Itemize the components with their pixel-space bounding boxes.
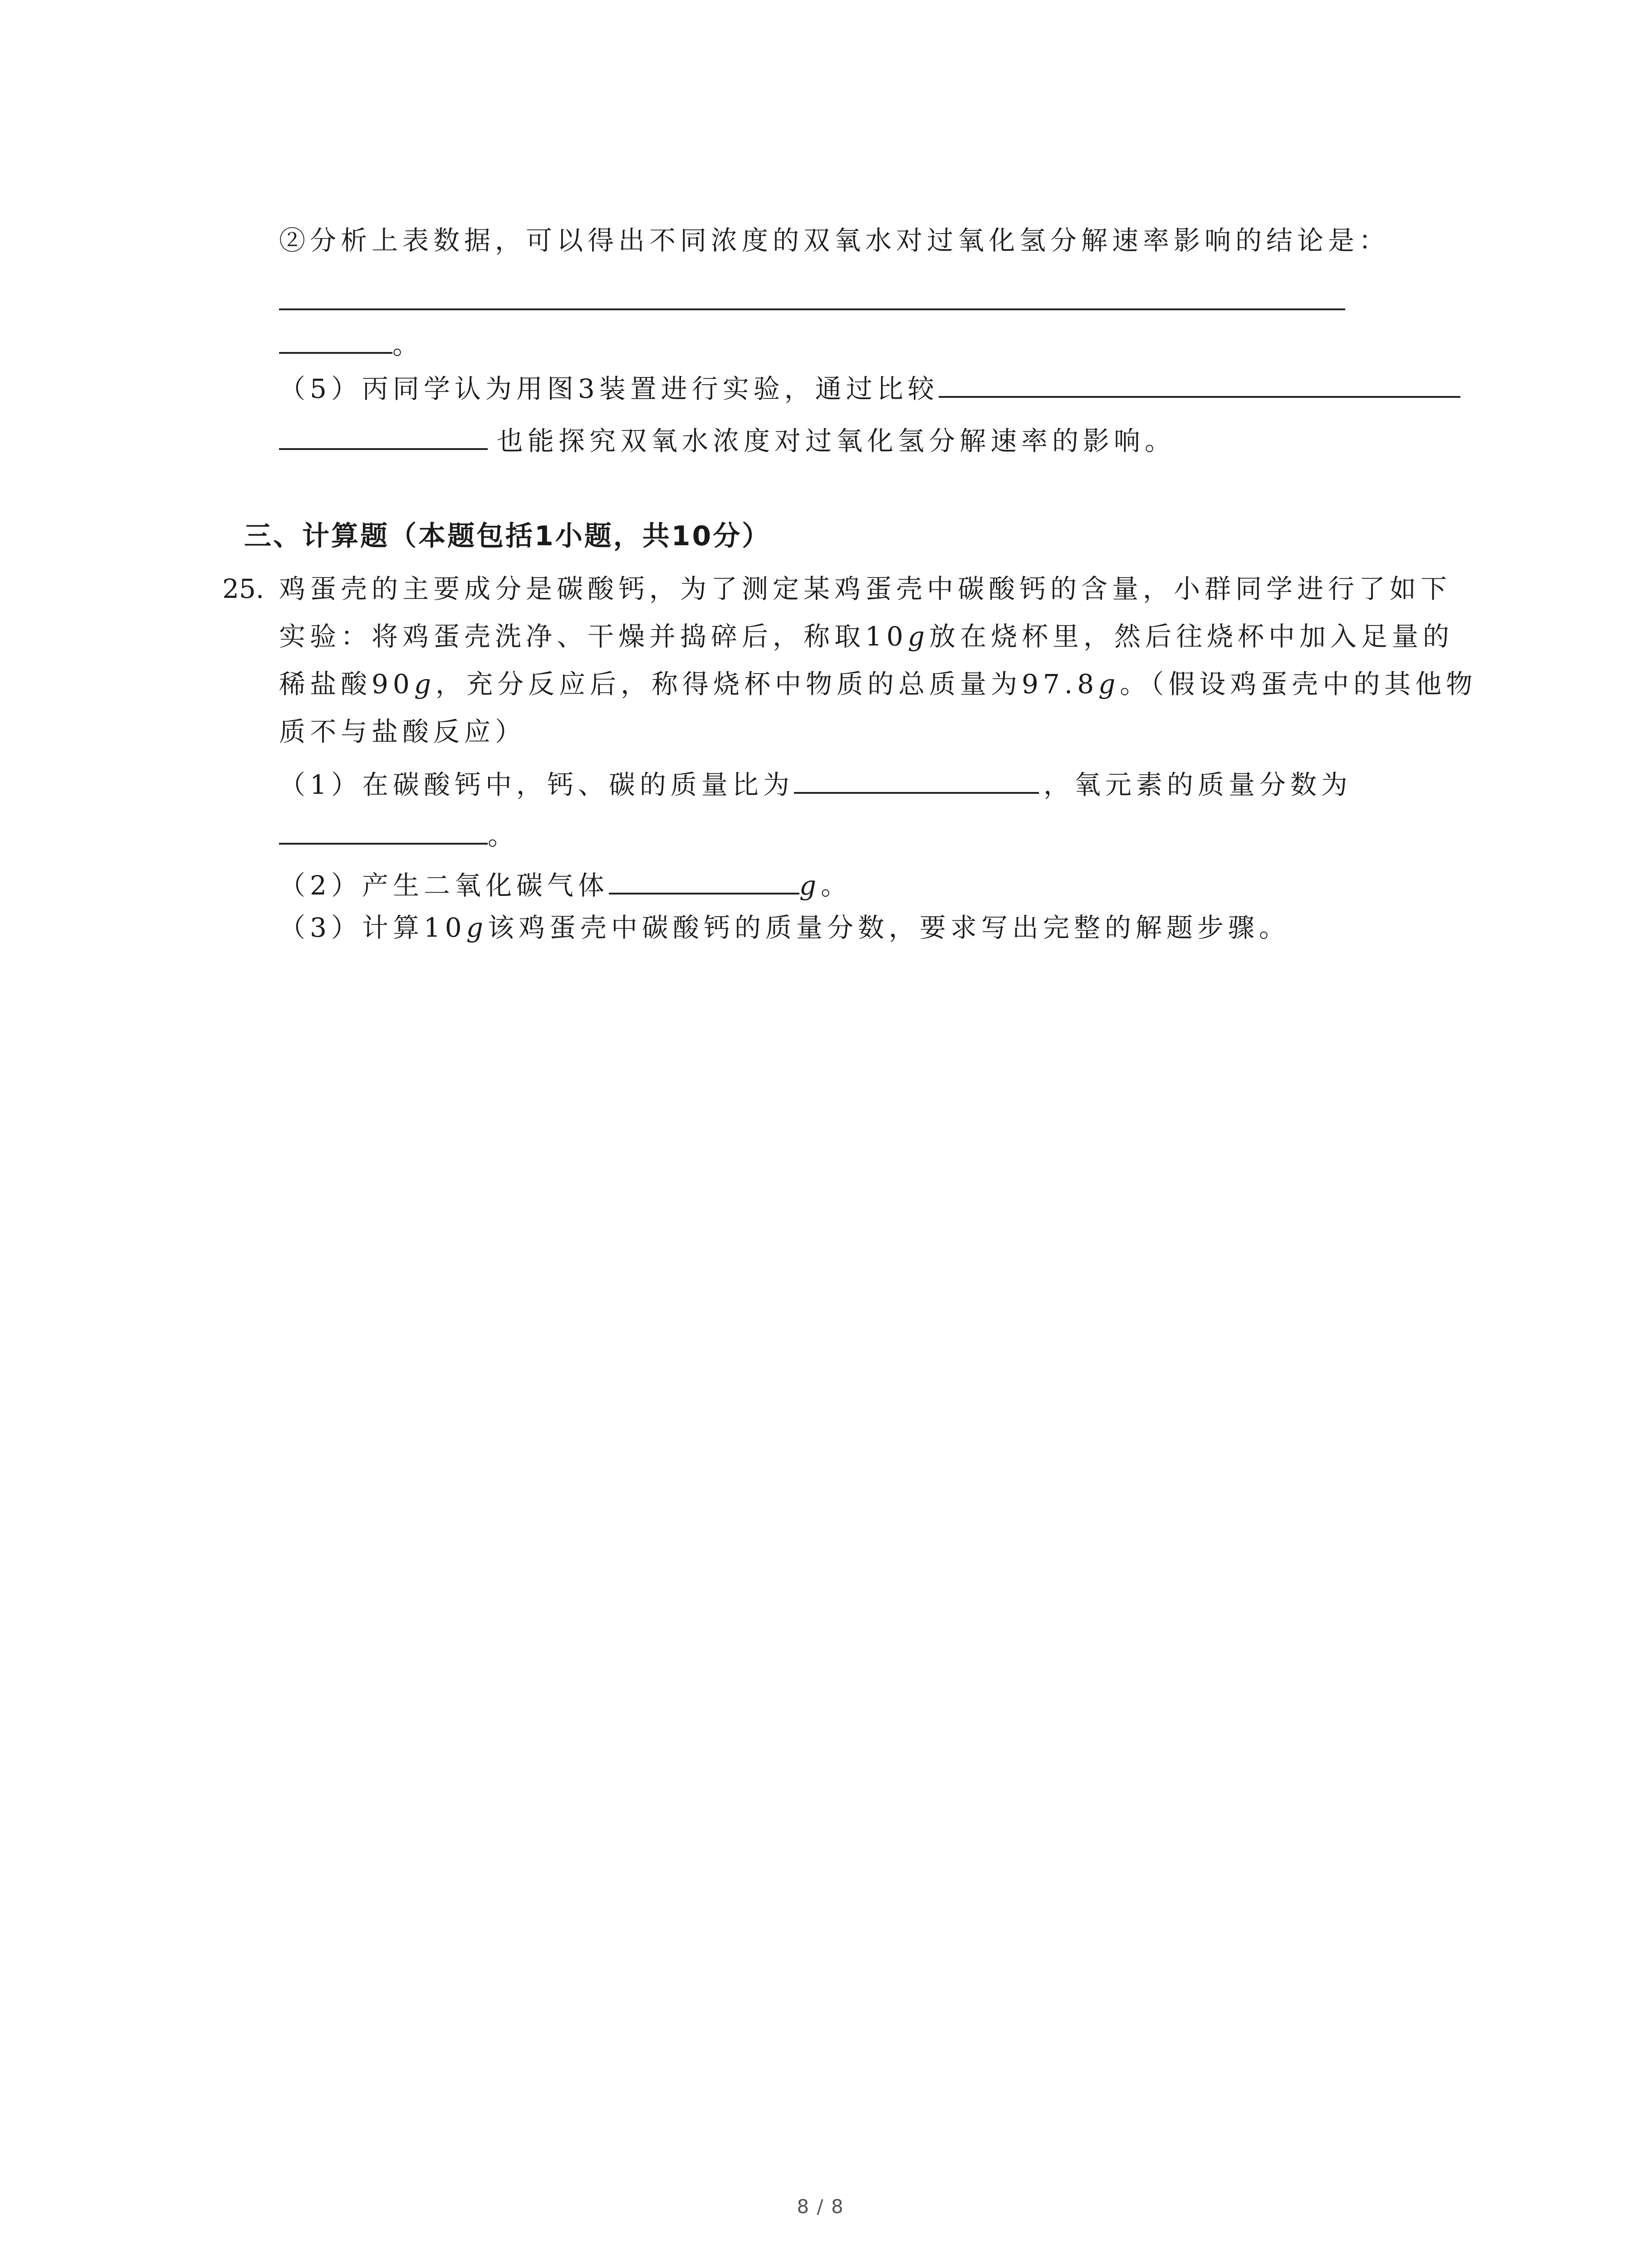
unit-g: g bbox=[1098, 669, 1120, 699]
q25-stem-line3b: ，充分反应后，称得烧杯中物质的总质量为97.8 bbox=[435, 669, 1099, 699]
q24-answer-blank-short[interactable] bbox=[279, 326, 392, 354]
q25-sub3-line bbox=[279, 909, 1290, 946]
q25-stem-line3 bbox=[279, 666, 1477, 702]
q24-answer-blank-line1[interactable] bbox=[279, 308, 1345, 310]
q25-sub2-line bbox=[279, 866, 852, 904]
q24-answer-blank-line2 bbox=[279, 326, 423, 363]
q24-part5-text1: （5）丙同学认为用图3装置进行实验，通过比较 bbox=[279, 373, 939, 404]
unit-g: g bbox=[466, 912, 488, 943]
unit-g: g bbox=[414, 669, 436, 699]
q25-sub2-blank[interactable] bbox=[609, 866, 799, 894]
period: 。 bbox=[488, 820, 519, 851]
q25-stem-line3a: 稀盐酸90 bbox=[279, 669, 414, 699]
q25-sub2-text1: （2）产生二氧化碳气体 bbox=[279, 870, 609, 901]
q25-number: 25. bbox=[222, 573, 265, 604]
q25-sub1-blank2[interactable] bbox=[279, 816, 488, 845]
period: 。 bbox=[392, 329, 424, 360]
q25-stem-line2b: 放在烧杯里，然后往烧杯中加入足量的 bbox=[929, 621, 1454, 652]
q25-stem-line2 bbox=[279, 618, 1454, 655]
q25-sub1-text2: ，氧元素的质量分数为 bbox=[1043, 769, 1352, 800]
q25-stem-line4: 质不与盐酸反应） bbox=[279, 716, 526, 747]
q24-part5-blank1[interactable] bbox=[939, 370, 1460, 398]
page-number: 8 / 8 bbox=[797, 2195, 844, 2218]
q24-part5-text2: 也能探究双氧水浓度对过氧化氢分解速率的影响。 bbox=[497, 425, 1176, 456]
q25-sub1-text1: （1）在碳酸钙中，钙、碳的质量比为 bbox=[279, 769, 794, 800]
q24-part5-line2 bbox=[279, 422, 1176, 459]
unit-g: g bbox=[907, 621, 929, 652]
q24-part4-item2-text bbox=[279, 222, 1390, 259]
q24-part5-blank2[interactable] bbox=[279, 422, 488, 450]
q25-stem-line2a: 实验：将鸡蛋壳洗净、干燥并捣碎后，称取10 bbox=[279, 621, 908, 652]
period: 。 bbox=[821, 870, 852, 901]
q25-sub1-line1 bbox=[279, 766, 1352, 803]
unit-g: g bbox=[799, 870, 821, 901]
q24-part4-item2: ②分析上表数据，可以得出不同浓度的双氧水对过氧化氢分解速率影响的结论是： bbox=[279, 225, 1390, 256]
q24-part5-line1 bbox=[279, 370, 1460, 407]
section-heading: 三、计算题（本题包括1小题，共10分） bbox=[244, 520, 771, 552]
q25-stem-line3c: 。（假设鸡蛋壳中的其他物 bbox=[1120, 669, 1477, 699]
q25-sub3-text1: （3）计算10 bbox=[279, 912, 466, 943]
q25-stem-line1: 鸡蛋壳的主要成分是碳酸钙，为了测定某鸡蛋壳中碳酸钙的含量，小群同学进行了如下 bbox=[279, 573, 1452, 604]
q25-sub1-blank1[interactable] bbox=[794, 766, 1039, 794]
q25-sub3-text2: 该鸡蛋壳中碳酸钙的质量分数，要求写出完整的解题步骤。 bbox=[487, 912, 1290, 943]
q25-sub1-line2 bbox=[279, 816, 519, 854]
